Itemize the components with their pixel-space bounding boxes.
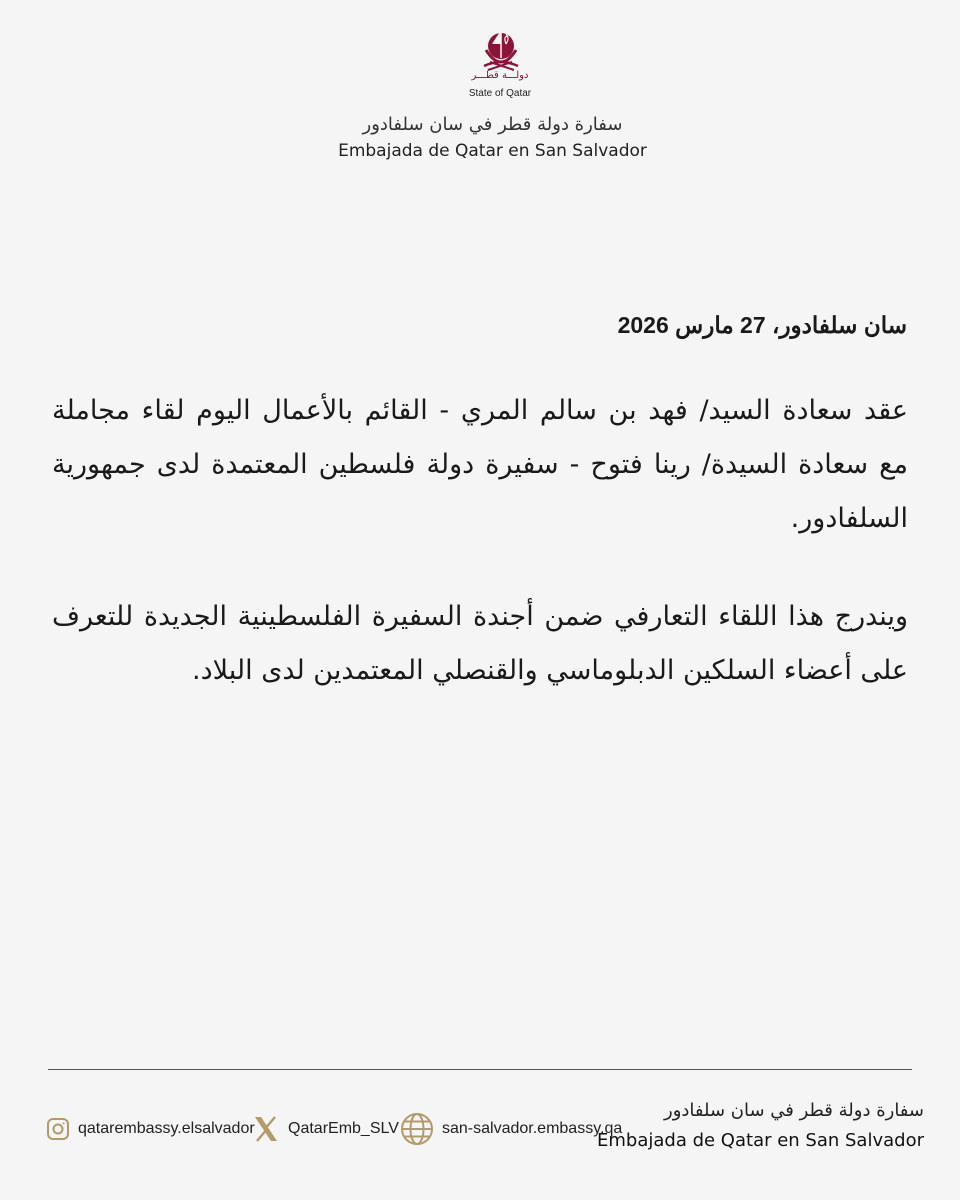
paragraph-1: عقد سعادة السيد/ فهد بن سالم المري - القائم بالأعمال اليوم لقاء مجاملة مع سعادة السيدة/ رينا فتوح - سفيرة دولة فلسطين المعتمدة لدى جمهورية السلفادور. bbox=[52, 395, 908, 534]
globe-icon bbox=[400, 1112, 434, 1146]
footer-embassy-arabic: سفارة دولة قطر في سان سلفادور bbox=[664, 1100, 924, 1121]
embassy-name-spanish: Embajada de Qatar en San Salvador bbox=[338, 141, 647, 161]
website-link[interactable] bbox=[400, 1112, 622, 1146]
x-account-link[interactable] bbox=[252, 1112, 399, 1146]
dateline: سان سلفادور، 27 مارس 2026 bbox=[617, 312, 907, 338]
website-text: san-salvador.embassy.qa bbox=[442, 1120, 623, 1137]
x-logo-icon bbox=[252, 1115, 280, 1143]
embassy-name-arabic: سفارة دولة قطر في سان سلفادور bbox=[362, 114, 623, 135]
footer-embassy-spanish: Embajada de Qatar en San Salvador bbox=[597, 1130, 924, 1151]
state-name-english: State of Qatar bbox=[468, 88, 532, 99]
paragraph-2: ويندرج هذا اللقاء التعارفي ضمن أجندة السفيرة الفلسطينية الجديدة للتعرف على أعضاء السلكين الدبلوماسي والقنصلي المعتمدين لدى البلاد. bbox=[52, 601, 908, 686]
x-handle-text: QatarEmb_SLV bbox=[288, 1120, 399, 1137]
instagram-link[interactable] bbox=[46, 1112, 255, 1146]
state-name-arabic: دولـــة قطـــر bbox=[471, 70, 529, 81]
instagram-handle-text: qatarembassy.elsalvador bbox=[78, 1120, 255, 1137]
instagram-icon bbox=[46, 1117, 70, 1141]
footer-divider bbox=[48, 1069, 912, 1070]
